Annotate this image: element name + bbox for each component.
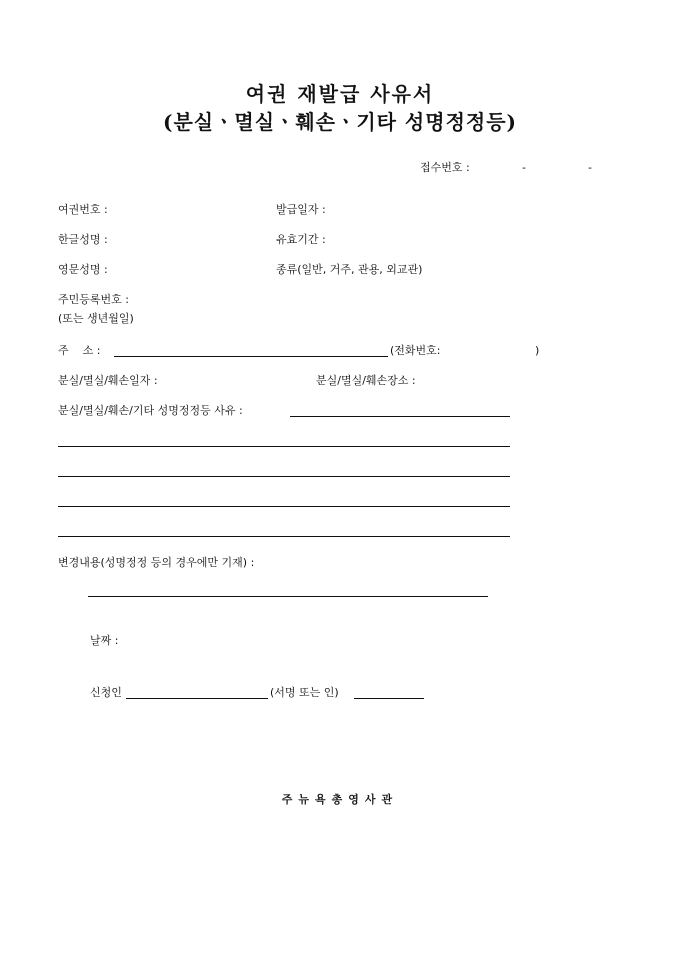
resident-number-label: 주민등록번호 : <box>58 293 129 306</box>
reason-line-5 <box>58 536 510 537</box>
reason-line-3 <box>58 476 510 477</box>
birth-date-note: (또는 생년월일) <box>58 312 134 325</box>
address-label: 주 소 : <box>58 344 101 357</box>
korean-name-label: 한글성명 : <box>58 233 108 246</box>
english-name-label: 영문성명 : <box>58 263 108 276</box>
receipt-number-separator-1: - <box>522 161 526 174</box>
receipt-number-label: 접수번호 : <box>420 161 470 174</box>
reason-line-1 <box>290 416 510 417</box>
consulate-name: 주뉴욕총영사관 <box>281 793 399 806</box>
reason-line-2 <box>58 446 510 447</box>
address-line <box>114 356 388 357</box>
signature-line <box>354 698 424 699</box>
phone-label: (전화번호: <box>390 344 441 357</box>
issue-date-label: 발급일자 : <box>276 203 326 216</box>
applicant-line <box>126 698 268 699</box>
passport-number-label: 여권번호 : <box>58 203 108 216</box>
reason-label: 분실/멸실/훼손/기타 성명정정등 사유 : <box>58 404 243 417</box>
document-subtitle: (분실ㆍ멸실ㆍ훼손ㆍ기타 성명정정등) <box>162 110 517 134</box>
loss-place-label: 분실/멸실/훼손장소 : <box>316 374 416 387</box>
phone-close-paren: ) <box>535 344 540 357</box>
changes-line <box>88 596 488 597</box>
date-label: 날짜 : <box>90 634 119 647</box>
loss-date-label: 분실/멸실/훼손일자 : <box>58 374 158 387</box>
document-title: 여권 재발급 사유서 <box>245 82 435 106</box>
changes-label: 변경내용(성명정정 등의 경우에만 기재) : <box>58 556 255 569</box>
passport-type-label: 종류(일반, 거주, 관용, 외교관) <box>276 263 423 276</box>
signature-label: (서명 또는 인) <box>270 686 339 699</box>
reason-line-4 <box>58 506 510 507</box>
valid-period-label: 유효기간 : <box>276 233 326 246</box>
receipt-number-separator-2: - <box>588 161 592 174</box>
applicant-label: 신청인 <box>90 686 122 699</box>
